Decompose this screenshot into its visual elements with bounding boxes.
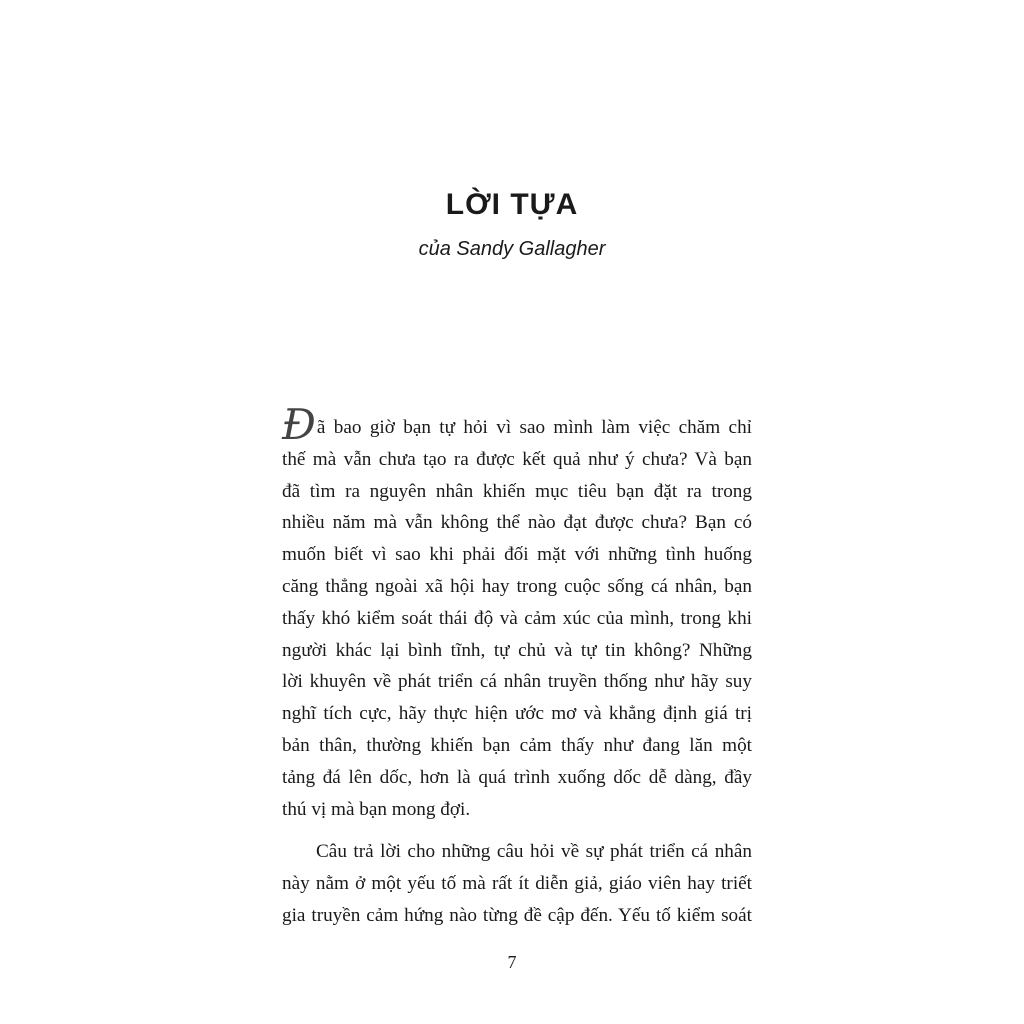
text-line: nhiều năm mà vẫn không thể nào đạt được chưa? Bạn có: [282, 512, 752, 534]
text-line: nghĩ tích cực, hãy thực hiện ước mơ và khẳng định giá trị: [282, 703, 752, 725]
drop-cap: Đ: [282, 400, 316, 449]
text-line: Câu trả lời cho những câu hỏi về sự phát triển cá nhân: [316, 841, 752, 863]
text-line: gia truyền cảm hứng nào từng đề cập đến. Yếu tố kiểm soát: [282, 904, 752, 926]
text-line-content: ã bao giờ bạn tự hỏi vì sao mình làm việc chăm chỉ: [316, 417, 752, 438]
page-number: 7: [507, 952, 517, 972]
paragraph-gap: [282, 825, 752, 836]
chapter-title: LỜI TỰA: [445, 188, 579, 221]
text-line: thế mà vẫn chưa tạo ra được kết quả như ý chưa? Và bạn: [282, 448, 752, 470]
text-line: tảng đá lên dốc, hơn là quá trình xuống dốc dễ dàng, đầy: [282, 766, 752, 788]
text-line: này nằm ở một yếu tố mà rất ít diễn giả, giáo viên hay triết: [282, 873, 752, 895]
body-text: [282, 400, 752, 932]
text-line: thú vị mà bạn mong đợi.: [282, 798, 471, 820]
text-line: căng thẳng ngoài xã hội hay trong cuộc sống cá nhân, bạn: [282, 575, 752, 597]
text-line: bản thân, thường khiến bạn cảm thấy như đang lăn một: [282, 734, 752, 756]
text-line: muốn biết vì sao khi phải đối mặt với những tình huống: [282, 544, 752, 566]
text-line: [282, 400, 752, 449]
paragraph-2: [282, 836, 752, 931]
text-line: lời khuyên về phát triển cá nhân truyền thống như hãy suy: [282, 671, 752, 693]
chapter-author: của Sandy Gallagher: [418, 238, 606, 260]
paragraph-1: [282, 400, 752, 825]
text-line: người khác lại bình tĩnh, tự chủ và tự tin không? Những: [282, 639, 752, 661]
text-line: đã tìm ra nguyên nhân khiến mục tiêu bạn đặt ra trong: [282, 480, 752, 502]
text-line: thấy khó kiểm soát thái độ và cảm xúc của mình, trong khi: [282, 607, 752, 629]
